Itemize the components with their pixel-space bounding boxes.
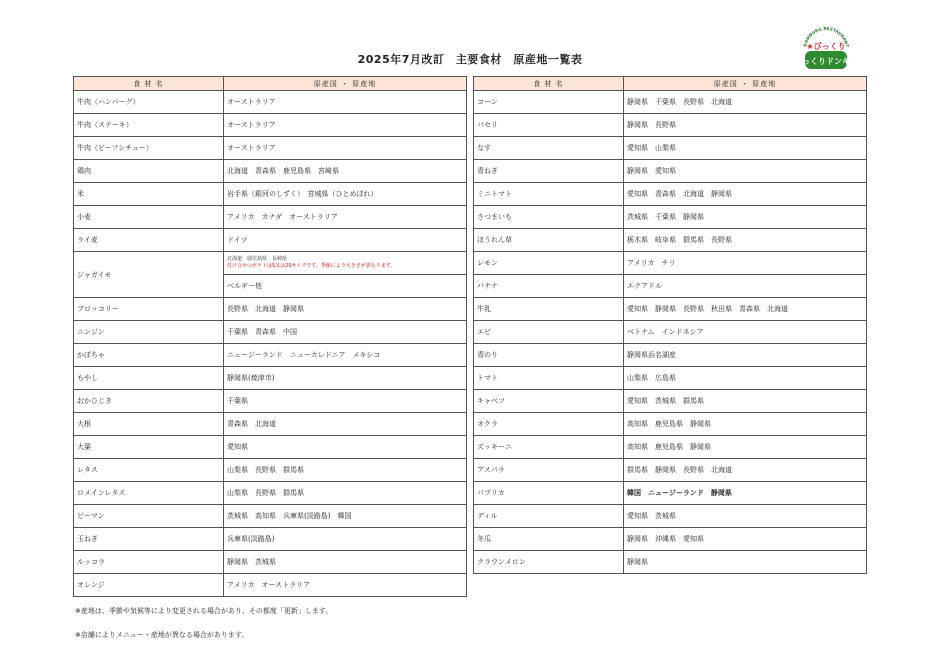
table-row (74, 206, 467, 229)
origin-cell: ベルギー他 (224, 275, 467, 298)
header-origin: 原産国 ・ 原産地 (624, 77, 867, 91)
ingredient-name: 大根 (74, 413, 224, 436)
origin-cell: 千葉県 (224, 390, 467, 413)
ingredient-name: なす (474, 137, 624, 160)
ingredient-name: キャベツ (474, 390, 624, 413)
ingredient-name: パセリ (474, 114, 624, 137)
table-row (74, 114, 467, 137)
footnote-2: ※店舗によりメニュー・産地が異なる場合があります。 (75, 631, 249, 639)
origin-cell: 愛知県 静岡県 長野県 秋田県 青森県 北海道 (624, 298, 867, 321)
table-row (74, 482, 467, 505)
table-row (474, 505, 867, 528)
table-header-row (474, 77, 867, 91)
origin-cell: 岩手県（銀河のしずく） 宮城県（ひとめぼれ） (224, 183, 467, 206)
origin-cell: 長野県 北海道 静岡県 (224, 298, 467, 321)
origin-cell: 静岡県 茨城県 (224, 551, 467, 574)
origin-cell: 静岡県浜名湖産 (624, 344, 867, 367)
origin-cell: ドイツ (224, 229, 467, 252)
ingredient-name: ブロッコリー (74, 298, 224, 321)
table-row (74, 183, 467, 206)
origin-cell: 山梨県 長野県 群馬県 (224, 459, 467, 482)
table-row (74, 459, 467, 482)
table-row (474, 551, 867, 574)
ingredient-name: さつまいも (474, 206, 624, 229)
ingredient-name: 牛乳 (474, 298, 624, 321)
table-row (474, 390, 867, 413)
origin-cell: 兵庫県(淡路島) (224, 528, 467, 551)
table-row (74, 574, 467, 597)
logo-text: っくりドンキ (801, 57, 850, 66)
origin-cell: 茨城県 千葉県 静岡県 (624, 206, 867, 229)
ingredient-name: 牛肉（ハンバーグ） (74, 91, 224, 114)
table-row (474, 183, 867, 206)
origin-cell: オーストラリア (224, 114, 467, 137)
table-row (474, 91, 867, 114)
ingredient-name: コーン (474, 91, 624, 114)
origin-cell: ベトナム インドネシア (624, 321, 867, 344)
ingredient-name: パプリカ (474, 482, 624, 505)
ingredient-name: 小麦 (74, 206, 224, 229)
origin-cell: 愛知県 茨城県 (624, 505, 867, 528)
ingredient-name: もやし (74, 367, 224, 390)
ingredient-name: ルッコラ (74, 551, 224, 574)
ingredient-name: トマト (474, 367, 624, 390)
table-row (474, 367, 867, 390)
origin-cell: 愛知県 (224, 436, 467, 459)
table-row (474, 459, 867, 482)
ingredient-name: 鶏肉 (74, 160, 224, 183)
ingredient-name: おかひじき (74, 390, 224, 413)
potato-size-note: 付け合せのポテトはS又は2Sサイズです。季節により大きさが異なります。 (227, 263, 396, 269)
origin-cell (224, 252, 467, 275)
table-row (474, 436, 867, 459)
table-row (74, 551, 467, 574)
table-row (74, 528, 467, 551)
table-row (474, 114, 867, 137)
ingredient-name: アスパラ (474, 459, 624, 482)
ingredient-name: ミニトマト (474, 183, 624, 206)
table-row (74, 229, 467, 252)
right-ingredient-table (473, 76, 867, 574)
origin-cell: オーストラリア (224, 137, 467, 160)
ingredient-name: クラウンメロン (474, 551, 624, 574)
ingredient-name: オクラ (474, 413, 624, 436)
origin-cell: アメリカ チリ (624, 252, 867, 275)
table-row (74, 505, 467, 528)
ingredient-name: ライ麦 (74, 229, 224, 252)
table-row (474, 229, 867, 252)
ingredient-name: かぼちゃ (74, 344, 224, 367)
table-row (474, 528, 867, 551)
origin-cell: 栃木県 岐阜県 群馬県 長野県 (624, 229, 867, 252)
header-origin: 原産国 ・ 原産地 (224, 77, 467, 91)
potato-origin: 北海道 鹿児島県 長崎県 (227, 256, 288, 262)
table-row (474, 252, 867, 275)
ingredient-name: ほうれん草 (474, 229, 624, 252)
origin-cell: 北海道 青森県 鹿児島県 宮崎県 (224, 160, 467, 183)
origin-cell: 静岡県(焼津市) (224, 367, 467, 390)
origin-cell: 愛知県 山梨県 (624, 137, 867, 160)
table-row (74, 137, 467, 160)
table-row (74, 91, 467, 114)
origin-cell: 山梨県 広島県 (624, 367, 867, 390)
ingredient-name: 冬瓜 (474, 528, 624, 551)
footnote-1: ※産地は、季節や気候等により変更される場合があり、その都度「更新」します。 (75, 607, 333, 615)
table-row (474, 321, 867, 344)
ingredient-name: 青のり (474, 344, 624, 367)
origin-cell: アメリカ オーストラリア (224, 574, 467, 597)
origin-cell: 愛知県 茨城県 群馬県 (624, 390, 867, 413)
origin-cell: 静岡県 長野県 (624, 114, 867, 137)
ingredient-name: バナナ (474, 275, 624, 298)
left-ingredient-table (73, 76, 467, 597)
table-row (74, 344, 467, 367)
origin-cell: 静岡県 沖縄県 愛知県 (624, 528, 867, 551)
table-row (474, 298, 867, 321)
ingredient-name: オレンジ (74, 574, 224, 597)
ingredient-name: ジャガイモ (74, 252, 224, 298)
table-row (474, 413, 867, 436)
table-row (74, 298, 467, 321)
table-row (474, 137, 867, 160)
origin-cell: 青森県 北海道 (224, 413, 467, 436)
origin-cell: 静岡県 千葉県 長野県 北海道 (624, 91, 867, 114)
logo-text-red: ★びっくり (806, 42, 846, 51)
origin-cell: 山梨県 長野県 群馬県 (224, 482, 467, 505)
origin-cell: 千葉県 青森県 中国 (224, 321, 467, 344)
ingredient-name: 牛肉（ビーフシチュー） (74, 137, 224, 160)
ingredient-name: ディル (474, 505, 624, 528)
ingredient-name: 青ねぎ (474, 160, 624, 183)
ingredient-name: ニンジン (74, 321, 224, 344)
table-row (74, 252, 467, 275)
origin-cell: オーストラリア (224, 91, 467, 114)
table-row (74, 390, 467, 413)
origin-cell: 静岡県 愛知県 (624, 160, 867, 183)
page-title: 2025年7月改訂 主要食材 原産地一覧表 (357, 53, 583, 66)
brand-logo (798, 26, 854, 72)
origin-cell: 静岡県 (624, 551, 867, 574)
table-row (474, 482, 867, 505)
ingredient-name: 米 (74, 183, 224, 206)
origin-cell: 愛知県 青森県 北海道 静岡県 (624, 183, 867, 206)
ingredient-name: 玉ねぎ (74, 528, 224, 551)
table-row (74, 413, 467, 436)
header-ingredient: 食 材 名 (474, 77, 624, 91)
origin-cell: エクアドル (624, 275, 867, 298)
table-row (74, 436, 467, 459)
origin-cell: ニュージーランド ニューカレドニア メキシコ (224, 344, 467, 367)
origin-cell: 群馬県 静岡県 長野県 北海道 (624, 459, 867, 482)
origin-cell: 高知県 鹿児島県 静岡県 (624, 436, 867, 459)
table-row (474, 344, 867, 367)
header-ingredient: 食 材 名 (74, 77, 224, 91)
table-row (474, 160, 867, 183)
table-row (474, 206, 867, 229)
table-row (474, 275, 867, 298)
ingredient-name: ロメインレタス (74, 482, 224, 505)
ingredient-name: ズッキーニ (474, 436, 624, 459)
origin-cell: 茨城県 高知県 兵庫県(淡路島) 韓国 (224, 505, 467, 528)
table-row (74, 367, 467, 390)
origin-cell: 韓国 ニュージーランド 静岡県 (624, 482, 867, 505)
ingredient-name: レモン (474, 252, 624, 275)
table-header-row (74, 77, 467, 91)
origin-cell: 高知県 鹿児島県 静岡県 (624, 413, 867, 436)
ingredient-name: ピーマン (74, 505, 224, 528)
table-row (74, 321, 467, 344)
ingredient-name: レタス (74, 459, 224, 482)
origin-cell: アメリカ カナダ オーストラリア (224, 206, 467, 229)
ingredient-name: エビ (474, 321, 624, 344)
table-row (74, 160, 467, 183)
ingredient-name: 牛肉（ステーキ） (74, 114, 224, 137)
logo-arc-text: HAMBURG RESTAURANT (802, 26, 850, 48)
ingredient-name: 大葉 (74, 436, 224, 459)
